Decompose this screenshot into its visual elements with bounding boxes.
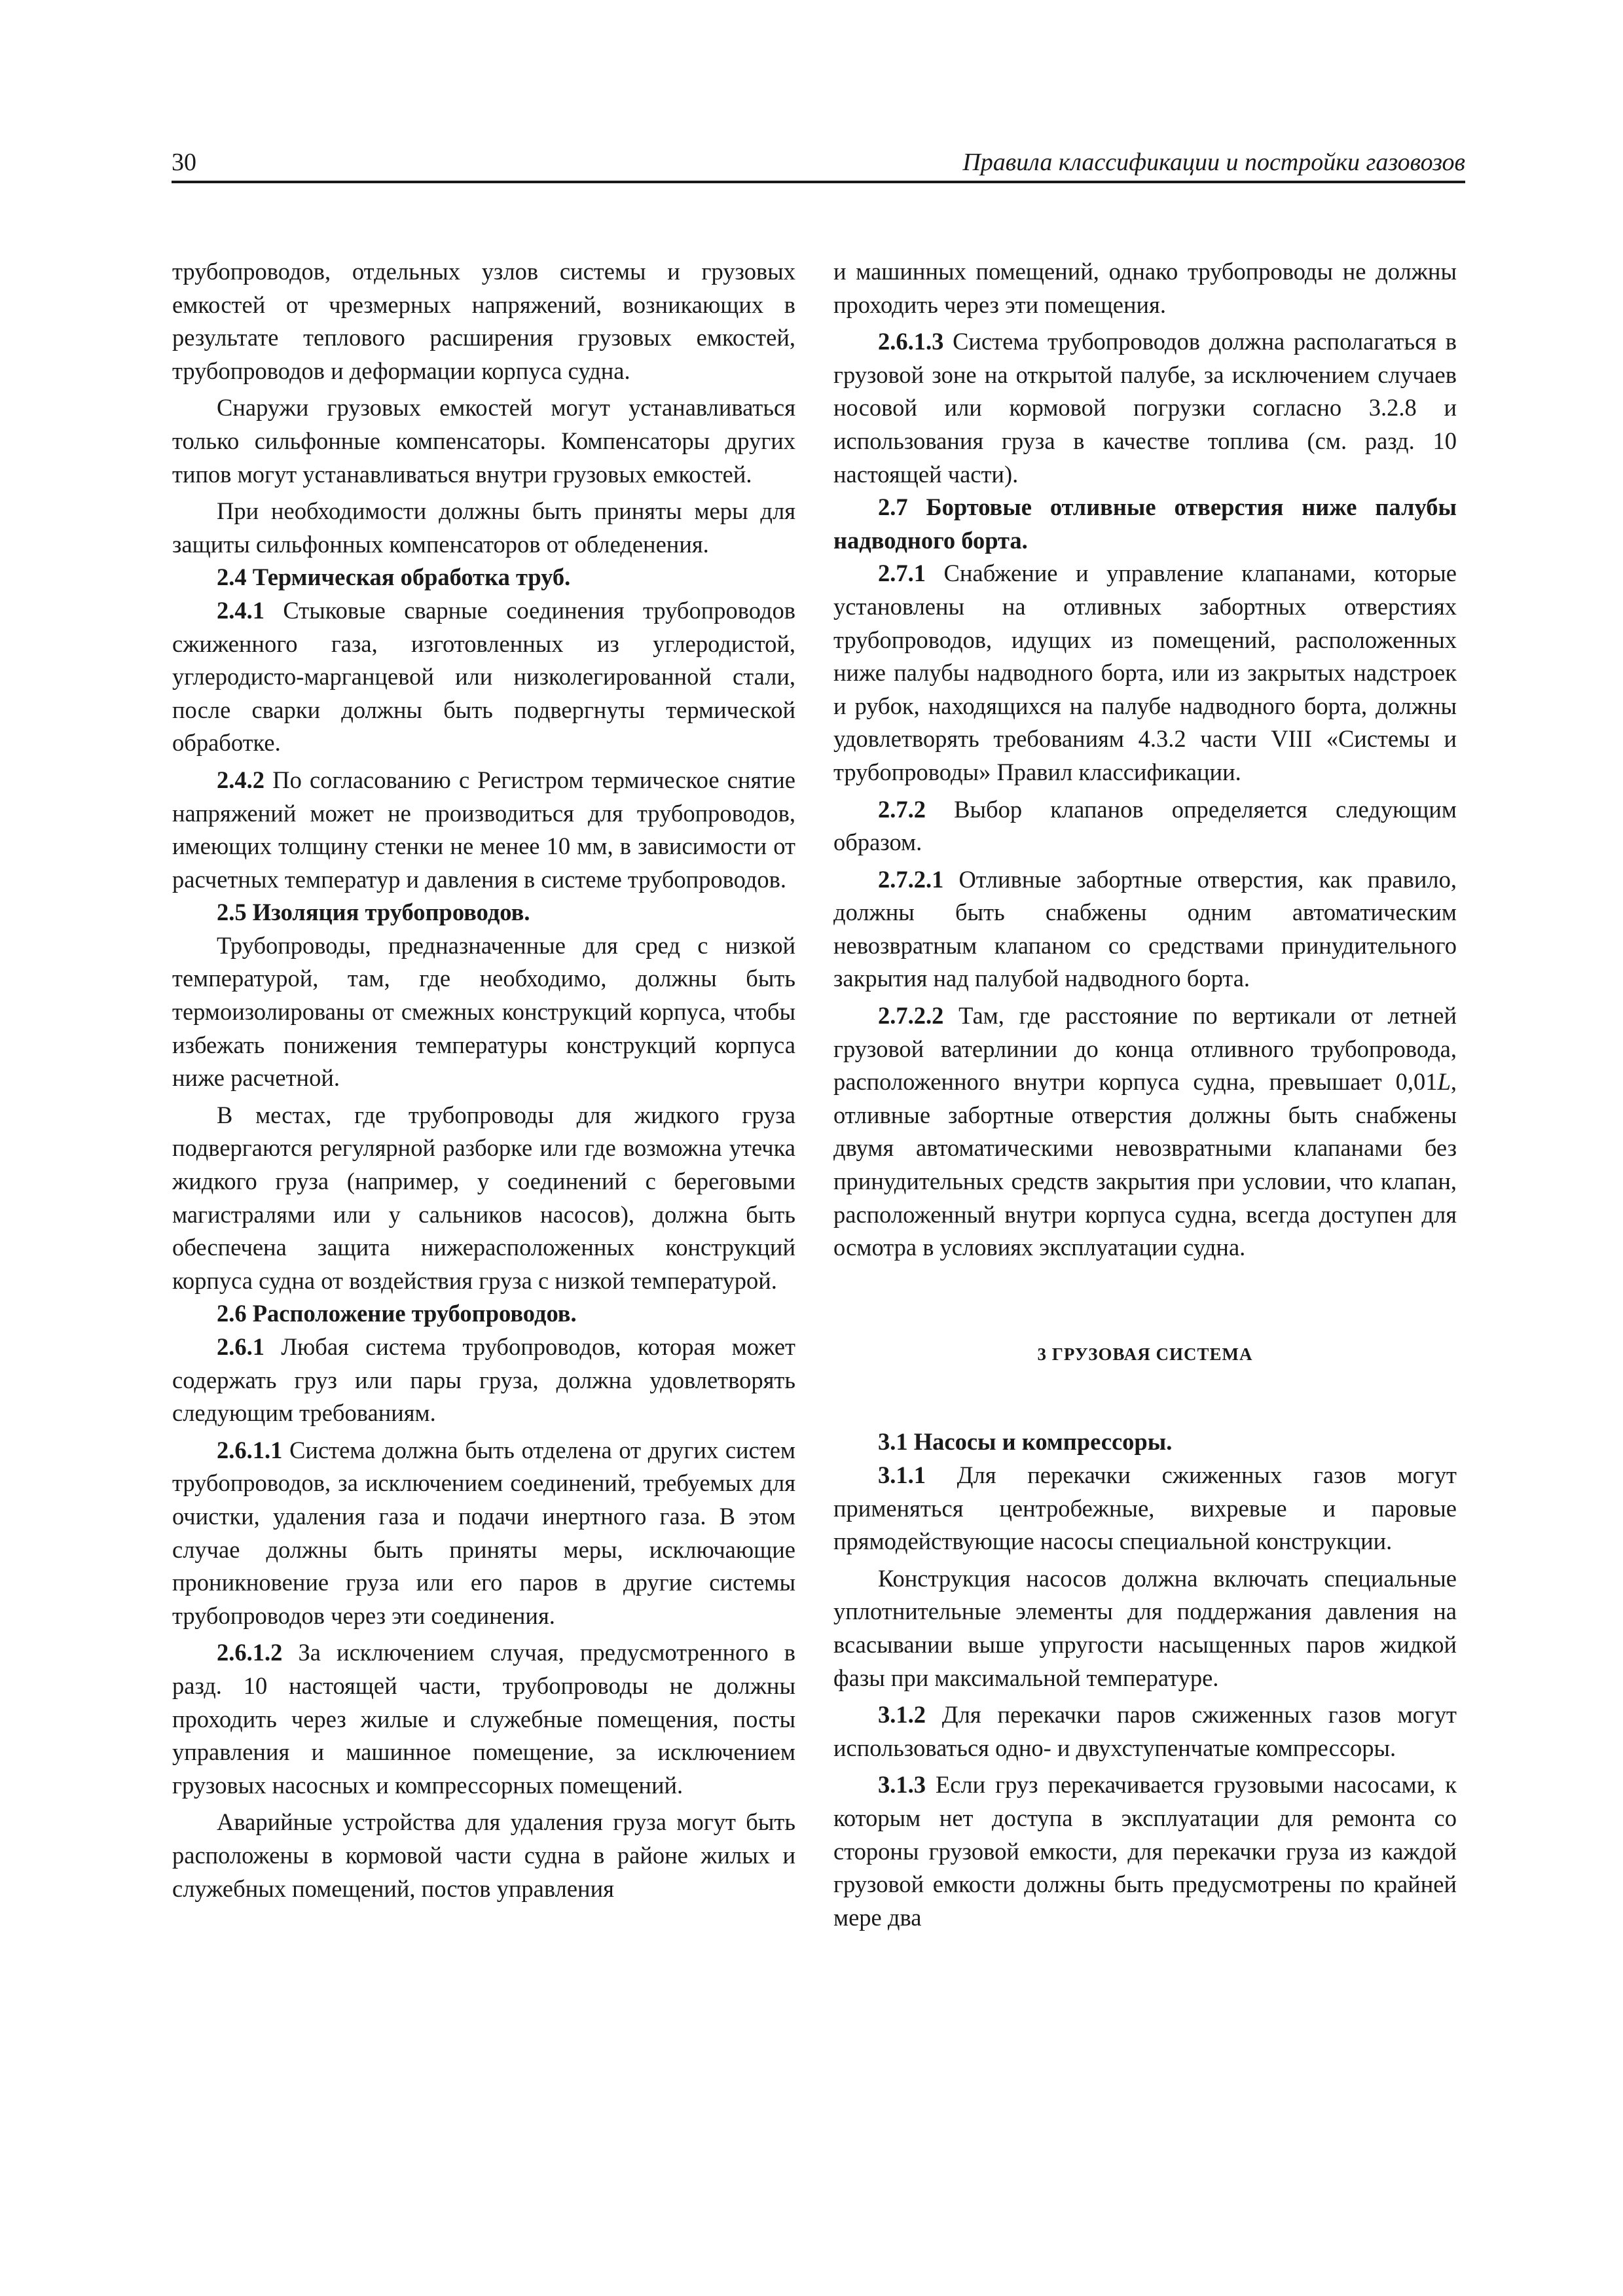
clause-number: 3.1.3 [878,1771,926,1799]
section-heading-2-6: 2.6 Расположение трубопроводов. [217,1300,577,1327]
paragraph: Аварийные устройства для удаления груза могут быть расположены в кормовой части судна в районе жилых и служебных помещений, постов управления [172,1808,795,1902]
paragraph: В местах, где трубопроводы для жидкого груза подвергаются регулярной разборке или где возможна утечка жидкого груза (например, у соединений с береговыми магистралями или у сальников насосов), должна быть обеспечена защита нижерасположенных конструкций корпуса судна от воздействия груза с низкой температурой. [172,1101,795,1294]
clause-2-4-2 [172,764,795,896]
clause-2-7-2-2 [833,999,1457,1265]
clause-text: Любая система трубопроводов, которая может содержать груз или пары груза, должна удовлетворять следующим требованиям. [172,1333,796,1427]
chapter-title: 3 ГРУЗОВАЯ СИСТЕМА [1037,1344,1253,1364]
variable-l: L [1437,1068,1451,1096]
clause-text: Для перекачки сжиженных газов могут применяться центробежные, вихревые и паровые прямодействующие насосы специальной конструкции. [833,1462,1457,1555]
page-number: 30 [172,149,196,176]
clause-number: 2.4.1 [217,596,264,624]
clause-number: 2.7.2.1 [878,865,944,893]
clause-text: По согласованию с Регистром термическое снятие напряжений может не производиться для трубопроводов, имеющих толщину стенки не менее 10 мм, в зависимости от расчетных температур и давления в системе трубопроводов. [172,766,795,893]
left-column [172,255,795,1905]
running-title: Правила классификации и постройки газовозов [962,149,1465,176]
clause-text: , отливные забортные отверстия должны быть снабжены двумя автоматическими невозвратными клапанами без принудительных средств закрытия при условии, что клапан, расположенный внутри корпуса судна, всегда доступен для осмотра в условиях эксплуатации судна. [833,1068,1457,1261]
clause-number: 2.7.2 [878,795,926,823]
clause-text: Система трубопроводов должна располагаться в грузовой зоне на открытой палубе, за исключением случаев носовой или кормовой погрузки согласно 3.2.8 и использования груза в качестве топлива (см. разд. 10 настоящей части). [833,328,1457,488]
section-heading-2-5: 2.5 Изоляция трубопроводов. [217,899,530,926]
paragraph: При необходимости должны быть приняты меры для защиты сильфонных компенсаторов от обледенения. [172,497,795,558]
paragraph: и машинных помещений, однако трубопроводы не должны проходить через эти помещения. [833,258,1457,318]
clause-number: 3.1.2 [878,1701,926,1729]
paragraph: Конструкция насосов должна включать специальные уплотнительные элементы для поддержания давления на всасывании выше упругости насыщенных паров жидкой фазы при максимальной температуре. [833,1564,1457,1691]
clause-number: 2.4.2 [217,766,264,793]
clause-2-7-1 [833,557,1457,789]
page-header [172,144,1465,181]
clause-text: Отливные забортные отверстия, как правило, должны быть снабжены одним автоматическим невозвратным клапаном со средствами принудительного закрытия над палубой надводного борта. [833,865,1457,992]
clause-text: Если груз перекачивается грузовыми насосами, к которым нет доступа в эксплуатации для ремонта со стороны грузовой емкости, для перекачки груза из каждой грузовой емкости должны быть предусмотрены по крайней мере два [833,1771,1457,1931]
clause-text: Выбор клапанов определяется следующим образом. [833,795,1457,856]
section-heading-2-7: 2.7 Бортовые отливные отверстия ниже палубы надводного борта. [833,493,1457,554]
paragraph: трубопроводов, отдельных узлов системы и грузовых емкостей от чрезмерных напряжений, возникающих в результате теплового расширения грузовых емкостей, трубопроводов и деформации корпуса судна. [172,258,795,384]
clause-2-6-1 [172,1331,795,1430]
right-column [833,255,1457,1934]
clause-number: 2.6.1 [217,1333,264,1360]
clause-number: 2.6.1.1 [217,1436,283,1463]
clause-number: 2.7.1 [878,560,926,587]
clause-2-7-2 [833,793,1457,859]
clause-3-1-3 [833,1768,1457,1934]
clause-3-1-1 [833,1459,1457,1558]
clause-text: Система должна быть отделена от других систем трубопроводов, за исключением соединений, требуемых для очистки, удаления газа и подачи инертного газа. В этом случае должны быть приняты меры, исключающие проникновение груза или его паров в другие системы трубопроводов через эти соединения. [172,1436,796,1629]
section-heading-2-4: 2.4 Термическая обработка труб. [217,564,571,591]
clause-2-6-1-2 [172,1636,795,1802]
clause-number: 2.6.1.2 [217,1639,283,1666]
clause-text: Стыковые сварные соединения трубопроводов сжиженного газа, изготовленных из углеродистой, углеродисто-марганцевой или низколегированной стали, после сварки должны быть подвергнуты термической обработке. [172,596,796,757]
clause-2-7-2-1 [833,863,1457,996]
clause-2-6-1-3 [833,325,1457,491]
clause-number: 2.7.2.2 [878,1002,944,1030]
clause-2-6-1-1 [172,1434,795,1633]
clause-number: 2.6.1.3 [878,328,944,355]
paragraph: Трубопроводы, предназначенные для сред с низкой температурой, там, где необходимо, должны быть термоизолированы от смежных конструкций корпуса, чтобы избежать понижения температуры конструкций корпуса ниже расчетной. [172,931,795,1092]
clause-text: Там, где расстояние по вертикали от летней грузовой ватерлинии до конца отливного трубопровода, расположенного внутри корпуса судна, превышает 0,01 [833,1002,1457,1096]
paragraph: Снаружи грузовых емкостей могут устанавливаться только сильфонные компенсаторы. Компенсаторы других типов могут устанавливаться внутри грузовых емкостей. [172,394,795,488]
clause-text: Снабжение и управление клапанами, которые установлены на отливных забортных отверстиях трубопроводов, идущих из помещений, расположенных ниже палубы надводного борта, или из закрытых надстроек и рубок, находящихся на палубе надводного борта, должны удовлетворять требованиям 4.3.2 части VIII «Системы и трубопроводы» Правил классификации. [833,560,1457,785]
clause-text: Для перекачки паров сжиженных газов могут использоваться одно- и двухступенчатые компрессоры. [833,1701,1457,1761]
section-heading-3-1: 3.1 Насосы и компрессоры. [878,1428,1173,1456]
clause-text: За исключением случая, предусмотренного в разд. 10 настоящей части, трубопроводы не должны проходить через жилые и служебные помещения, посты управления и машинное помещение, за исключением грузовых насосных и компрессорных помещений. [172,1639,796,1799]
clause-2-4-1 [172,594,795,760]
clause-number: 3.1.1 [878,1462,926,1488]
header-rule [172,181,1465,183]
clause-3-1-2 [833,1698,1457,1765]
